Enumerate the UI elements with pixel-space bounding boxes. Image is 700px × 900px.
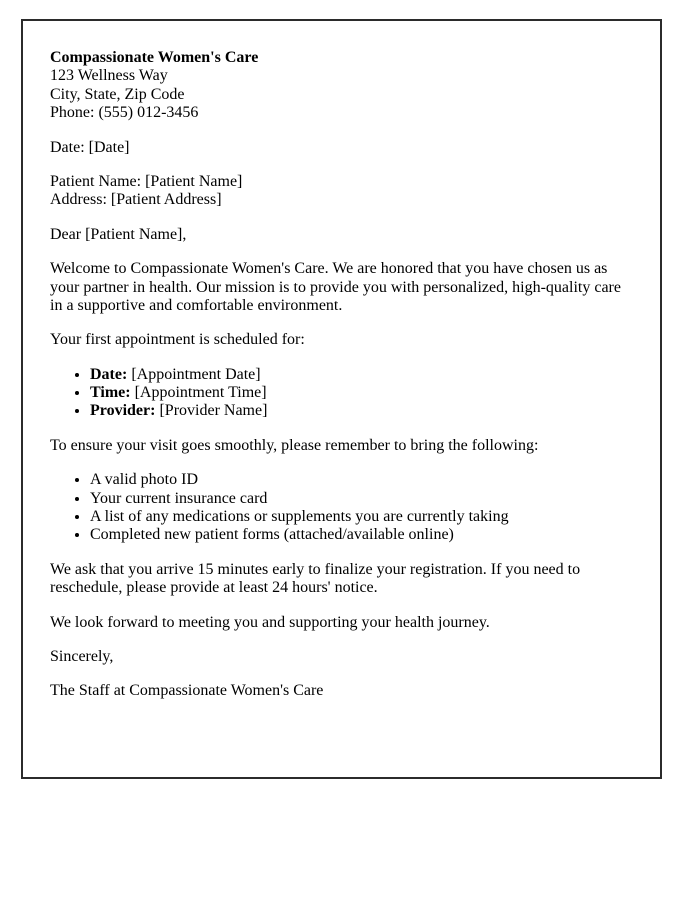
bring-item: • A valid photo ID — [90, 471, 633, 489]
letterhead — [50, 49, 633, 123]
appointment-date-label: Date: — [90, 365, 128, 383]
signoff: Sincerely, — [50, 647, 114, 665]
appointment-time-label: Time: — [90, 384, 131, 402]
patient-name-line: Patient Name: [Patient Name] — [50, 172, 243, 190]
org-address-line2: City, State, Zip Code — [50, 85, 185, 103]
appointment-provider-label: Provider: — [90, 402, 156, 420]
bring-item: • Completed new patient forms (attached/available online) — [90, 526, 633, 544]
appointment-provider-value: [Provider Name] — [159, 402, 268, 420]
patient-address-line: Address: [Patient Address] — [50, 191, 222, 209]
appointment-detail-time — [90, 384, 633, 402]
bring-intro: To ensure your visit goes smoothly, please remember to bring the following: — [50, 436, 539, 454]
appointment-date-value: [Appointment Date] — [131, 365, 261, 383]
closing-paragraph: We look forward to meeting you and supporting your health journey. — [50, 613, 490, 631]
bring-items-list — [50, 471, 633, 545]
org-address-line1: 123 Wellness Way — [50, 67, 168, 85]
patient-info-block — [50, 173, 633, 210]
date-line: Date: [Date] — [50, 138, 130, 156]
signature: The Staff at Compassionate Women's Care — [50, 682, 324, 700]
org-phone-line: Phone: (555) 012-3456 — [50, 104, 199, 122]
appointment-detail-date — [90, 366, 633, 384]
letter-document — [21, 19, 662, 779]
appointment-details-list — [50, 366, 633, 421]
salutation: Dear [Patient Name], — [50, 225, 187, 243]
bring-item: • Your current insurance card — [90, 490, 633, 508]
appointment-intro: Your first appointment is scheduled for: — [50, 331, 305, 349]
appointment-time-value: [Appointment Time] — [134, 384, 267, 402]
intro-paragraph: Welcome to Compassionate Women's Care. We are honored that you have chosen us as your partner in health. Our mission is to provide you with personalized, high-quality care in a supportive and comfortable environment. — [50, 260, 621, 314]
bring-item: • A list of any medications or supplements you are currently taking — [90, 508, 633, 526]
arrival-paragraph: We ask that you arrive 15 minutes early to finalize your registration. If you need to reschedule, please provide at least 24 hours' notice. — [50, 560, 581, 597]
appointment-detail-provider — [90, 402, 633, 420]
org-name: Compassionate Women's Care — [50, 49, 259, 66]
